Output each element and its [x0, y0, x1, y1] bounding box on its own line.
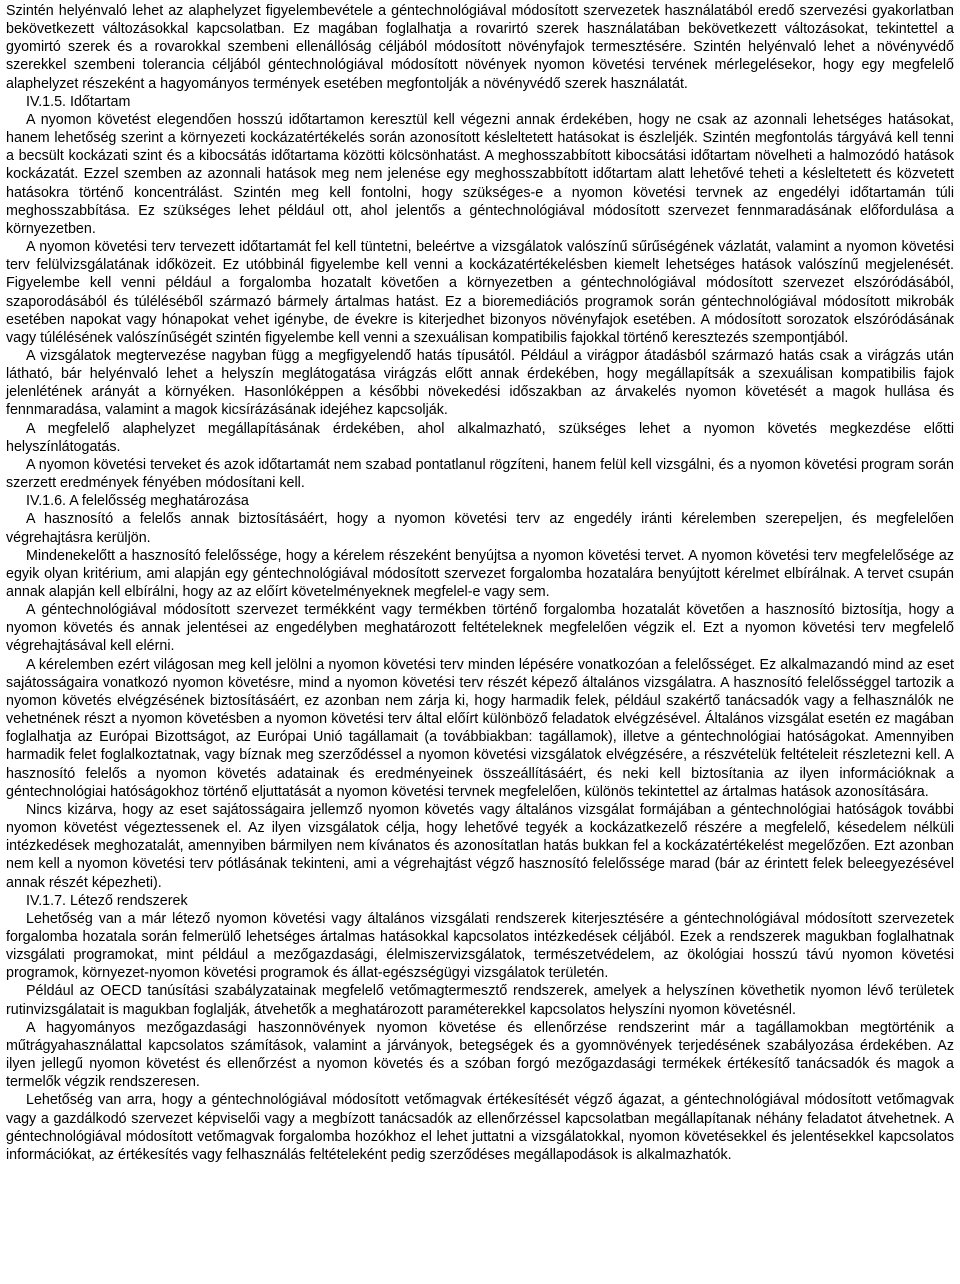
- paragraph: Például az OECD tanúsítási szabályzatainak megfelelő vetőmagtermesztő rendszerek, amelyek a helyszínen követhetik nyomon lévő területek rutinvizsgálatait is magukban foglalják, átvehetők a meghatározott paraméterekkel kapcsolatos helyszíni nyomon követésnél.: [6, 983, 954, 1018]
- paragraph: A megfelelő alaphelyzet megállapításának érdekében, ahol alkalmazható, szükséges lehet a nyomon követés megkezdése előtti helyszínlátogatás.: [6, 420, 954, 455]
- paragraph: Nincs kizárva, hogy az eset sajátosságaira jellemző nyomon követés vagy általános vizsgálat formájában a géntechnológiai hatóságok további nyomon követést végeztessenek el. Az ilyen vizsgálatok célja, hogy lehetővé tegyék a kockázatkezelő részére a megfelelő, késedelem nélküli intézkedések meghozatalát, amennyiben bármilyen nem kívánatos és azonosítatlan hatás bukkan fel a kockázatértékelést megelőzően. Ezt azonban nem kell a nyomon követési terv pótlásának tekinteni, ami a végrehajtást végző hasznosító felelőssége marad (bár az érintett felek beleegyezésével annak részét képezheti).: [6, 801, 954, 891]
- paragraph: A hagyományos mezőgazdasági haszonnövények nyomon követése és ellenőrzése rendszerint már a tagállamokban megtörténik a műtrágyahasználattal kapcsolatos számítások, valamint a járványok, betegségek és a gyomnövények terjedésének szabályozása érdekében. Az ilyen jellegű nyomon követést és ellenőrzést a nyomon követés és a szóban forgó mezőgazdasági termékek értékesítő tanácsadók és magok a termelők végzik rendszeresen.: [6, 1019, 954, 1091]
- paragraph: Mindenekelőtt a hasznosító felelőssége, hogy a kérelem részeként benyújtsa a nyomon követési tervet. A nyomon követési terv megfelelősége az egyik olyan kritérium, ami alapján egy géntechnológiával módosított szervezet forgalomba hozatalára benyújtott kérelmet elbírálnak. A tervet csupán annak alapján kell elbírálni, hogy az az előírt követelményeknek megfelel-e vagy sem.: [6, 547, 954, 600]
- paragraph: A vizsgálatok megtervezése nagyban függ a megfigyelendő hatás típusától. Például a virágpor átadásból származó hatás csak a virágzás után látható, bár helyénvaló lehet a helyszín meglátogatása virágzás előtt annak érdekében, hogy megállapítsák a szexuálisan kompatibilis fajok jelenlétének arányát a környéken. Hasonlóképpen a későbbi növekedési időszakban az árvakelés nyomon követését a magok hullása és fennmaradása, valamint a magok kicsírázásának idejéhez kapcsolják.: [6, 347, 954, 419]
- paragraph: A nyomon követési terv tervezett időtartamát fel kell tüntetni, beleértve a vizsgálatok valószínű sűrűségének vázlatát, valamint a nyomon követési terv felülvizsgálatának időközeit. Ez utóbbinál figyelembe kell venni a kockázatértékelésben kiemelt lehetséges hatások valószínű megjelenését. Figyelembe kell venni például a forgalomba hozatalt követően a környezetben a géntechnológiával módosított szervezet elszóródásából, szaporodásából és túléléséből származó bármely ártalmas hatást. Ez a bioremediációs programok során géntechnológiával módosított mikrobák esetében napokat vagy hónapokat vehet igénybe, de évekre is kiterjedhet bizonyos növényfajok esetében. A módosított sorozatok elszóródásának vagy túlélésének valószínűségét szintén figyelembe kell venni a szexuálisan kompatibilis fajokkal történő keresztezés szempontjából.: [6, 239, 954, 346]
- paragraph: A hasznosító a felelős annak biztosításáért, hogy a nyomon követési terv az engedély iránti kérelemben szerepeljen, és megfelelően végrehajtásra kerüljön.: [6, 511, 954, 546]
- paragraph: A nyomon követést elegendően hosszú időtartamon keresztül kell végezni annak érdekében, hogy ne csak az azonnali lehetséges hatásokat, hanem lehetőség szerint a környezeti kockázatértékelés során azonosított késleltetett hatásokat is észleljék. Szintén megfontolás tárgyává kell tenni a becsült kockázati szint és a kibocsátás időtartama közötti kölcsönhatást. A meghosszabbított kibocsátási időtartam növelheti a halmozódó hatások kockázatát. Ezzel szemben az azonnali hatások meg nem jelenése egy meghosszabbított időtartam alatt lehetővé teheti a késleltetett és közvetett hatásokra történő koncentrálást. Szintén meg kell fontolni, hogy szükséges-e a nyomon követési tervnek az engedélyi időtartamán túli meghosszabbítása. Ez szükséges lehet például ott, ahol jelentős a géntechnológiával módosított szervezet fennmaradásának előfordulása a környezetben.: [6, 111, 954, 237]
- paragraph: A géntechnológiával módosított szervezet termékként vagy termékben történő forgalomba hozatalát követően a hasznosító biztosítja, hogy a nyomon követés és annak jelentései az engedélyben meghatározott feltételeknek megfelelően végzik el. Ezt a nyomon követési terv megfelelő végrehajtásával kell elérni.: [6, 602, 954, 655]
- section-heading: IV.1.7. Létező rendszerek: [26, 892, 188, 909]
- paragraph: A nyomon követési terveket és azok időtartamát nem szabad pontatlanul rögzíteni, hanem felül kell vizsgálni, és a nyomon követési program során szerzett eredmények fényében módosítani kell.: [6, 456, 954, 492]
- section-heading: IV.1.6. A felelősség meghatározása: [26, 493, 249, 510]
- section-heading: IV.1.5. Időtartam: [26, 93, 131, 110]
- paragraph: Lehetőség van arra, hogy a géntechnológiával módosított vetőmagvak értékesítését végző ágazat, a géntechnológiával módosított vetőmagvak vagy a gazdálkodó szervezet képviselői vagy a megbízott tanácsadók az ellenőrzéssel kapcsolatban megállapítanak néhány feladatot átvehetnek. A géntechnológiával módosított vetőmagvak forgalomba hozókhoz el lehet juttatni a vizsgálatokkal, nyomon követésekkel és jelentésekkel kapcsolatos információkat, az értékesítés vagy felhasználás feltételeként pedig szerződéses megállapodások is alkalmazhatók.: [6, 1092, 954, 1163]
- paragraph: Szintén helyénvaló lehet az alaphelyzet figyelembevétele a géntechnológiával módosított szervezetek használatából eredő szervezési gyakorlatban bekövetkezett változásokkal kapcsolatban. Ez magában foglalhatja a rovarirtó szerek használatában bekövetkezett változásokat, tekintettel a gyomirtó szerek és a rovarokkal szembeni ellenállóság céljából módosított növényfajok termesztésére. Szintén helyénvaló lehet a növényvédő szerekkel szembeni tolerancia céljából géntechnológiával módosított növények nyomon követési tervének mérlegelésekor, hogy egy megfelelő alaphelyzet részeként a hagyományos termények esetében megfontolják a növényvédő szerek használatát.: [6, 3, 954, 92]
- paragraph: Lehetőség van a már létező nyomon követési vagy általános vizsgálati rendszerek kiterjesztésére a géntechnológiával módosított szervezetek forgalomba hozatala során felmerülő lehetséges ártalmas hatásokkal kapcsolatos intézkedések céljából. Ezek a rendszerek magukban foglalhatnak vizsgálati programokat, mint például a mezőgazdasági, élelmiszervizsgálatok, természetvédelem, az ökológiai hosszú távú nyomon követési programok, környezet-nyomon követési programok és állat-egészségügyi vizsgálatok területén.: [6, 910, 954, 982]
- paragraph: A kérelemben ezért világosan meg kell jelölni a nyomon követési terv minden lépésére vonatkozóan a felelősséget. Ez alkalmazandó mind az eset sajátosságaira vonatkozó nyomon követésre, mind a nyomon követési terv részét képező általános vizsgálatra. A hasznosító felelősséggel tartozik a nyomon követés elvégzésének biztosításáért, ez azonban nem zárja ki, hogy harmadik felek, például szakértő tanácsadók vagy a felhasználók ne vehetnének részt a nyomon követésben a nyomon követési terv által előírt különböző feladatok elvégzésével. Általános vizsgálat esetén ez magában foglalhatja az Európai Bizottságot, az Európai Unió tagállamait (a továbbiakban: tagállamok), illetve a géntechnológiai hatóságokat. Amennyiben harmadik felet foglalkoztatnak, vagy bíznak meg szerződéssel a nyomon követési vizsgálatok elvégzésére, a részvételük feltételeit részletezni kell. A hasznosító felelős a nyomon követés adatainak és eredményeinek összeállításáért, és neki kell biztosítania az ilyen információknak a géntechnológiai hatóságokhoz történő eljuttatását a nyomon követési tervnek megfelelően, különös tekintettel az ártalmas hatások azonosítására.: [6, 656, 954, 800]
